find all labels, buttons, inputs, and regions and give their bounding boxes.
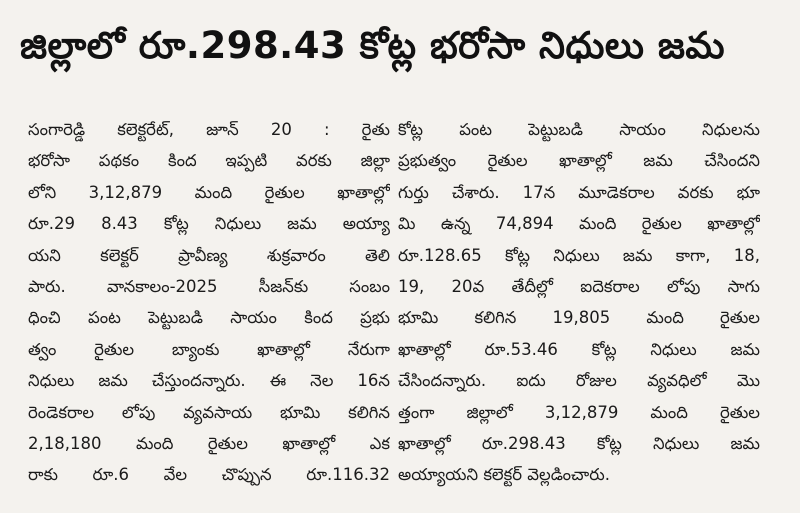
article-line: యని కలెక్టర్ ప్రావీణ్య శుక్రవారం తెలి <box>28 245 390 265</box>
article-line: ఖాతాల్లో రూ.53.46 కోట్ల నిధులు జమ <box>398 339 760 359</box>
article-line: మి ఉన్న 74,894 మంది రైతుల ఖాతాల్లో <box>398 214 760 234</box>
article-line: రూ.29 8.43 కోట్ల నిధులు జమ అయ్యా <box>28 214 390 234</box>
article-line: కోట్ల పంట పెట్టుబడి సాయం నిధులను <box>398 120 760 139</box>
article-line: లోని 3,12,879 మంది రైతుల ఖాతాల్లో <box>28 182 390 202</box>
article-line: ధించి పంట పెట్టుబడి సాయం కింద ప్రభు <box>28 308 390 328</box>
article-line: త్వం రైతుల బ్యాంకు ఖాతాల్లో నేరుగా <box>28 339 390 359</box>
article-column-left <box>28 114 390 491</box>
article-body <box>20 114 780 491</box>
article-line: నిధులు జమ చేస్తుందన్నారు. ఈ నెల 16న <box>28 371 390 391</box>
article-line: 2,18,180 మంది రైతుల ఖాతాల్లో ఎక <box>28 433 390 453</box>
article-line: ఖాతాల్లో రూ.298.43 కోట్ల నిధులు జమ <box>398 433 760 453</box>
article-line: త్తంగా జిల్లాలో 3,12,879 మంది రైతుల <box>398 402 760 422</box>
article-line: పారు. వానకాలం-2025 సీజన్‌కు సంబం <box>28 276 390 296</box>
article-line: గుర్తు చేశారు. 17న మూడెకరాల వరకు భూ <box>398 182 760 202</box>
article-column-right <box>398 114 760 491</box>
article-line: రాకు రూ.6 వేల చొప్పున రూ.116.32 <box>28 465 390 485</box>
article-line: భూమి కలిగిన 19,805 మంది రైతుల <box>398 308 760 328</box>
headline: జిల్లాలో రూ.298.43 కోట్ల భరోసా నిధులు జమ <box>20 24 726 67</box>
article-line: భరోసా పథకం కింద ఇప్పటి వరకు జిల్లా <box>28 151 390 171</box>
article-line: అయ్యాయని కలెక్టర్ వెల్లడించారు. <box>398 465 610 485</box>
article-line: సంగారెడ్డి కలెక్టరేట్, జూన్ 20 : రైతు <box>28 120 390 139</box>
article-line: రెండెకరాల లోపు వ్యవసాయ భూమి కలిగిన <box>28 402 390 422</box>
article-line: ప్రభుత్వం రైతుల ఖాతాల్లో జమ చేసిందని <box>398 151 760 171</box>
article-line: రూ.128.65 కోట్ల నిధులు జమ కాగా, 18, <box>398 245 760 265</box>
article-line: 19, 20వ తేదీల్లో ఐదెకరాల లోపు సాగు <box>398 276 760 296</box>
article-line: చేసిందన్నారు. ఐదు రోజుల వ్యవధిలో మొ <box>398 371 760 391</box>
